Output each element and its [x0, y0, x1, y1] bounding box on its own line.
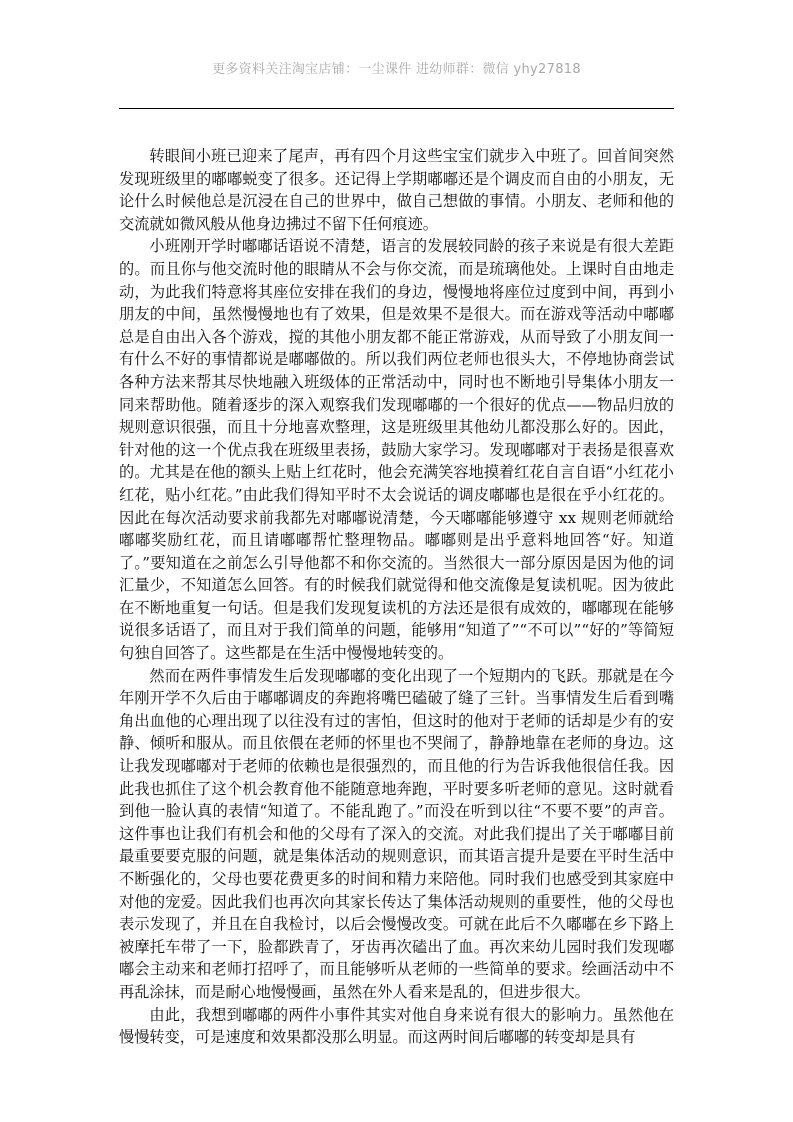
paragraph: 然而在两件事情发生后发现嘟嘟的变化出现了一个短期内的飞跃。那就是在今年刚开学不久后由于嘟嘟调皮的奔跑将嘴巴磕破了缝了三针。当事情发生后看到嘴角出血他的心理出现了以往没有过的害怕，但这时的他对于老师的话却是少有的安静、倾听和服从。而且依偎在老师的怀里也不哭闹了，静静地靠在老师的身边。这让我发现嘟嘟对于老师的依赖也是很强烈的，而且他的行为告诉我他很信任我。因此我也抓住了这个机会教育他不能随意地奔跑，平时要多听老师的意见。这时就看到他一脸认真的表情“知道了。不能乱跑了。”而没在听到以往“不要不要”的声音。这件事也让我们有机会和他的父母有了深入的交流。对此我们提出了关于嘟嘟目前最重要要克服的问题，就是集体活动的规则意识，而其语言提升是要在平时生活中不断强化的，父母也要花费更多的时间和精力来陪他。同时我们也感受到其家庭中对他的宠爱。因此我们也再次向其家长传达了集体活动规则的重要性，他的父母也表示发现了，并且在自我检讨，以后会慢慢改变。可就在此后不久嘟嘟在乡下路上被摩托车带了一下，脸都跌青了，牙齿再次磕出了血。再次来幼儿园时我们发现嘟嘟会主动来和老师打招呼了，而且能够听从老师的一些简单的要求。绘画活动中不再乱涂抹，而是耐心地慢慢画，虽然在外人看来是乱的，但进步很大。	[119, 666, 674, 1001]
document-body	[119, 145, 674, 1049]
paragraph: 小班刚开学时嘟嘟话语说不清楚，语言的发展较同龄的孩子来说是有很大差距的。而且你与他交流时他的眼睛从不会与你交流，而是琉璃他处。上课时自由地走动，为此我们特意将其座位安排在我们的身边，慢慢地将座位过度到中间，再到小朋友的中间，虽然慢慢地也有了效果，但是效果不是很大。而在游戏等活动中嘟嘟总是自由出入各个游戏，搅的其他小朋友都不能正常游戏，从而导致了小朋友间一有什么不好的事情都说是嘟嘟做的。所以我们两位老师也很头大，不停地协商尝试各种方法来帮其尽快地融入班级体的正常活动中，同时也不断地引导集体小朋友一同来帮助他。随着逐步的深入观察我们发现嘟嘟的一个很好的优点——物品归放的规则意识很强，而且十分地喜欢整理，这是班级里其他幼儿都没那么好的。因此，针对他的这一个优点我在班级里表扬，鼓励大家学习。发现嘟嘟对于表扬是很喜欢的。尤其是在他的额头上贴上红花时，他会充满笑容地摸着红花自言自语“小红花小红花，贴小红花。”由此我们得知平时不太会说话的调皮嘟嘟也是很在乎小红花的。因此在每次活动要求前我都先对嘟嘟说清楚，今天嘟嘟能够遵守 xx 规则老师就给嘟嘟奖励红花，而且请嘟嘟帮忙整理物品。嘟嘟则是出乎意料地回答“好。知道了。”要知道在之前怎么引导他都不和你交流的。当然很大一部分原因是因为他的词汇量少，不知道怎么回答。有的时候我们就觉得和他交流像是复读机呢。因为彼此在不断地重复一句话。但是我们发现复读机的方法还是很有成效的，嘟嘟现在能够说很多话语了，而且对于我们简单的问题，能够用“知道了”“不可以”“好的”等简短句独自回答了。这些都是在生活中慢慢地转变的。	[119, 237, 674, 663]
paragraph: 由此，我想到嘟嘟的两件小事件其实对他自身来说有很大的影响力。虽然他在慢慢转变，可是速度和效果都没那么明显。而这两时间后嘟嘟的转变却是具有	[119, 1005, 674, 1047]
page-header-watermark: 更多资料关注淘宝店铺：一尘课件 进幼师群：微信 yhy27818	[212, 62, 581, 77]
paragraph: 转眼间小班已迎来了尾声，再有四个月这些宝宝们就步入中班了。回首间突然发现班级里的嘟嘟蜕变了很多。还记得上学期嘟嘟还是个调皮而自由的小朋友，无论什么时候他总是沉浸在自己的世界中，做自己想做的事情。小朋友、老师和他的交流就如微风般从他身边拂过不留下任何痕迹。	[119, 147, 674, 233]
header-divider	[119, 108, 674, 109]
